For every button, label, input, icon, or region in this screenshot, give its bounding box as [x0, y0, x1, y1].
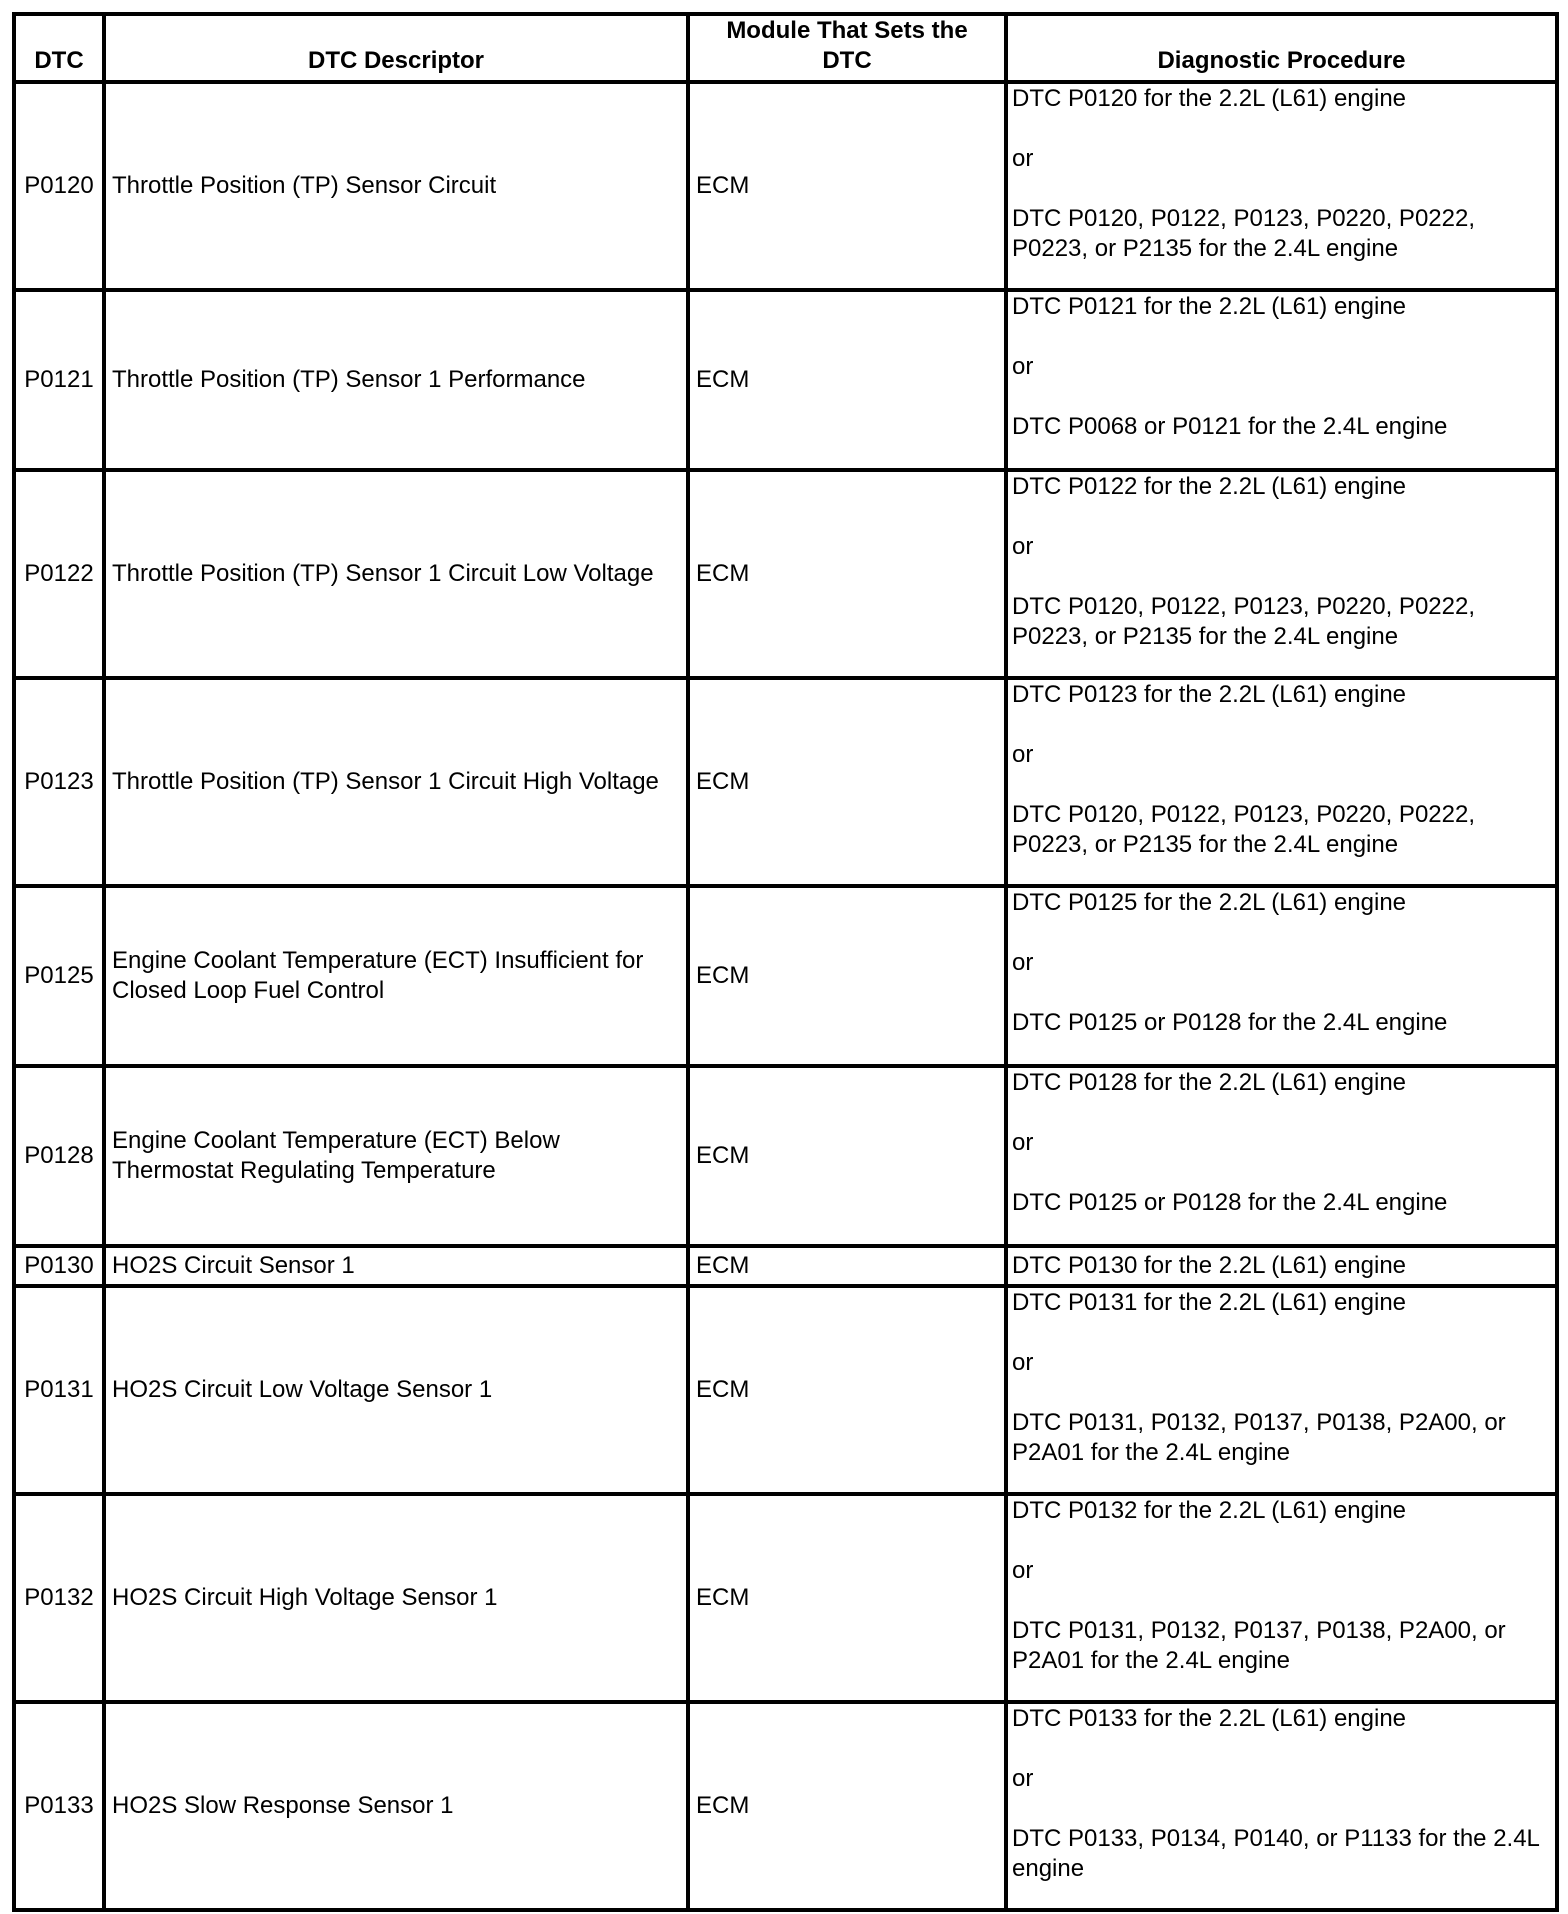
header-descriptor: DTC Descriptor: [104, 14, 688, 82]
table-row: [14, 470, 1557, 678]
module: ECM: [688, 1286, 1006, 1494]
dtc-code: P0122: [14, 470, 104, 678]
dtc-code: P0132: [14, 1494, 104, 1702]
procedure-link-2-2l[interactable]: DTC P0132 for the 2.2L (L61) engine: [1012, 1497, 1407, 1524]
procedure-or: or: [1012, 949, 1034, 976]
dtc-code: P0123: [14, 678, 104, 886]
procedure-link-2-4l[interactable]: DTC P0120, P0122, P0123, P0220, P0222, P0223, or P2135 for the 2.4L engine: [1012, 593, 1475, 650]
procedure-link-2-2l[interactable]: DTC P0125 for the 2.2L (L61) engine: [1012, 889, 1407, 916]
table-row: [14, 1702, 1557, 1910]
diagnostic-procedure: [1006, 886, 1557, 1066]
procedure-link-2-4l[interactable]: DTC P0131, P0132, P0137, P0138, P2A00, or P2A01 for the 2.4L engine: [1012, 1617, 1506, 1674]
procedure-or: or: [1012, 1765, 1034, 1792]
diagnostic-procedure: [1006, 290, 1557, 470]
module: ECM: [688, 82, 1006, 290]
table-row: [14, 678, 1557, 886]
dtc-code: P0130: [14, 1246, 104, 1286]
dtc-descriptor: Throttle Position (TP) Sensor 1 Performance: [104, 290, 688, 470]
header-module: Module That Sets the DTC: [688, 14, 1006, 82]
procedure-link-2-2l[interactable]: DTC P0133 for the 2.2L (L61) engine: [1012, 1705, 1407, 1732]
table-row: [14, 1494, 1557, 1702]
procedure-or: or: [1012, 741, 1034, 768]
module: ECM: [688, 1702, 1006, 1910]
header-procedure: Diagnostic Procedure: [1006, 14, 1557, 82]
diagnostic-procedure: [1006, 1066, 1557, 1246]
module: ECM: [688, 886, 1006, 1066]
diagnostic-procedure: [1006, 1494, 1557, 1702]
procedure-or: or: [1012, 1349, 1034, 1376]
dtc-descriptor: Throttle Position (TP) Sensor 1 Circuit Low Voltage: [104, 470, 688, 678]
procedure-link-2-4l[interactable]: DTC P0131, P0132, P0137, P0138, P2A00, or P2A01 for the 2.4L engine: [1012, 1409, 1506, 1466]
procedure-or: or: [1012, 145, 1034, 172]
module: ECM: [688, 1246, 1006, 1286]
table-row: [14, 1286, 1557, 1494]
procedure-link-2-2l[interactable]: DTC P0130 for the 2.2L (L61) engine: [1012, 1252, 1407, 1279]
dtc-descriptor: HO2S Circuit Sensor 1: [104, 1246, 688, 1286]
procedure-link-2-4l[interactable]: DTC P0120, P0122, P0123, P0220, P0222, P0223, or P2135 for the 2.4L engine: [1012, 205, 1475, 262]
diagnostic-procedure: [1006, 678, 1557, 886]
dtc-code: P0120: [14, 82, 104, 290]
table-row: [14, 1066, 1557, 1246]
dtc-code: P0131: [14, 1286, 104, 1494]
procedure-link-2-2l[interactable]: DTC P0131 for the 2.2L (L61) engine: [1012, 1289, 1407, 1316]
table-row: [14, 290, 1557, 470]
dtc-code: P0133: [14, 1702, 104, 1910]
dtc-code: P0121: [14, 290, 104, 470]
dtc-descriptor: HO2S Circuit High Voltage Sensor 1: [104, 1494, 688, 1702]
procedure-link-2-2l[interactable]: DTC P0122 for the 2.2L (L61) engine: [1012, 473, 1407, 500]
procedure-or: or: [1012, 1557, 1034, 1584]
module: ECM: [688, 1494, 1006, 1702]
procedure-link-2-4l[interactable]: DTC P0120, P0122, P0123, P0220, P0222, P0223, or P2135 for the 2.4L engine: [1012, 801, 1475, 858]
dtc-descriptor: HO2S Slow Response Sensor 1: [104, 1702, 688, 1910]
procedure-link-2-2l[interactable]: DTC P0128 for the 2.2L (L61) engine: [1012, 1069, 1407, 1096]
procedure-link-2-2l[interactable]: DTC P0121 for the 2.2L (L61) engine: [1012, 293, 1407, 320]
diagnostic-procedure: [1006, 470, 1557, 678]
procedure-link-2-4l[interactable]: DTC P0125 or P0128 for the 2.4L engine: [1012, 1009, 1448, 1036]
dtc-descriptor: HO2S Circuit Low Voltage Sensor 1: [104, 1286, 688, 1494]
dtc-descriptor: Engine Coolant Temperature (ECT) Insufficient for Closed Loop Fuel Control: [104, 886, 688, 1066]
module: ECM: [688, 678, 1006, 886]
procedure-or: or: [1012, 533, 1034, 560]
dtc-descriptor: Throttle Position (TP) Sensor Circuit: [104, 82, 688, 290]
header-row: [14, 14, 1557, 82]
table-row: [14, 82, 1557, 290]
diagnostic-procedure: [1006, 82, 1557, 290]
header-dtc: DTC: [14, 14, 104, 82]
dtc-table: [12, 12, 1559, 1912]
procedure-link-2-4l[interactable]: DTC P0068 or P0121 for the 2.4L engine: [1012, 413, 1448, 440]
diagnostic-procedure: [1006, 1286, 1557, 1494]
procedure-link-2-4l[interactable]: DTC P0133, P0134, P0140, or P1133 for the 2.4L engine: [1012, 1825, 1540, 1882]
dtc-code: P0128: [14, 1066, 104, 1246]
procedure-or: or: [1012, 1129, 1034, 1156]
diagnostic-procedure: [1006, 1702, 1557, 1910]
procedure-link-2-2l[interactable]: DTC P0123 for the 2.2L (L61) engine: [1012, 681, 1407, 708]
module: ECM: [688, 470, 1006, 678]
dtc-descriptor: Throttle Position (TP) Sensor 1 Circuit High Voltage: [104, 678, 688, 886]
table-row: [14, 886, 1557, 1066]
procedure-link-2-2l[interactable]: DTC P0120 for the 2.2L (L61) engine: [1012, 85, 1407, 112]
diagnostic-procedure: [1006, 1246, 1557, 1286]
module: ECM: [688, 1066, 1006, 1246]
dtc-code: P0125: [14, 886, 104, 1066]
procedure-or: or: [1012, 353, 1034, 380]
table-row: [14, 1246, 1557, 1286]
module: ECM: [688, 290, 1006, 470]
dtc-descriptor: Engine Coolant Temperature (ECT) Below Thermostat Regulating Temperature: [104, 1066, 688, 1246]
procedure-link-2-4l[interactable]: DTC P0125 or P0128 for the 2.4L engine: [1012, 1189, 1448, 1216]
